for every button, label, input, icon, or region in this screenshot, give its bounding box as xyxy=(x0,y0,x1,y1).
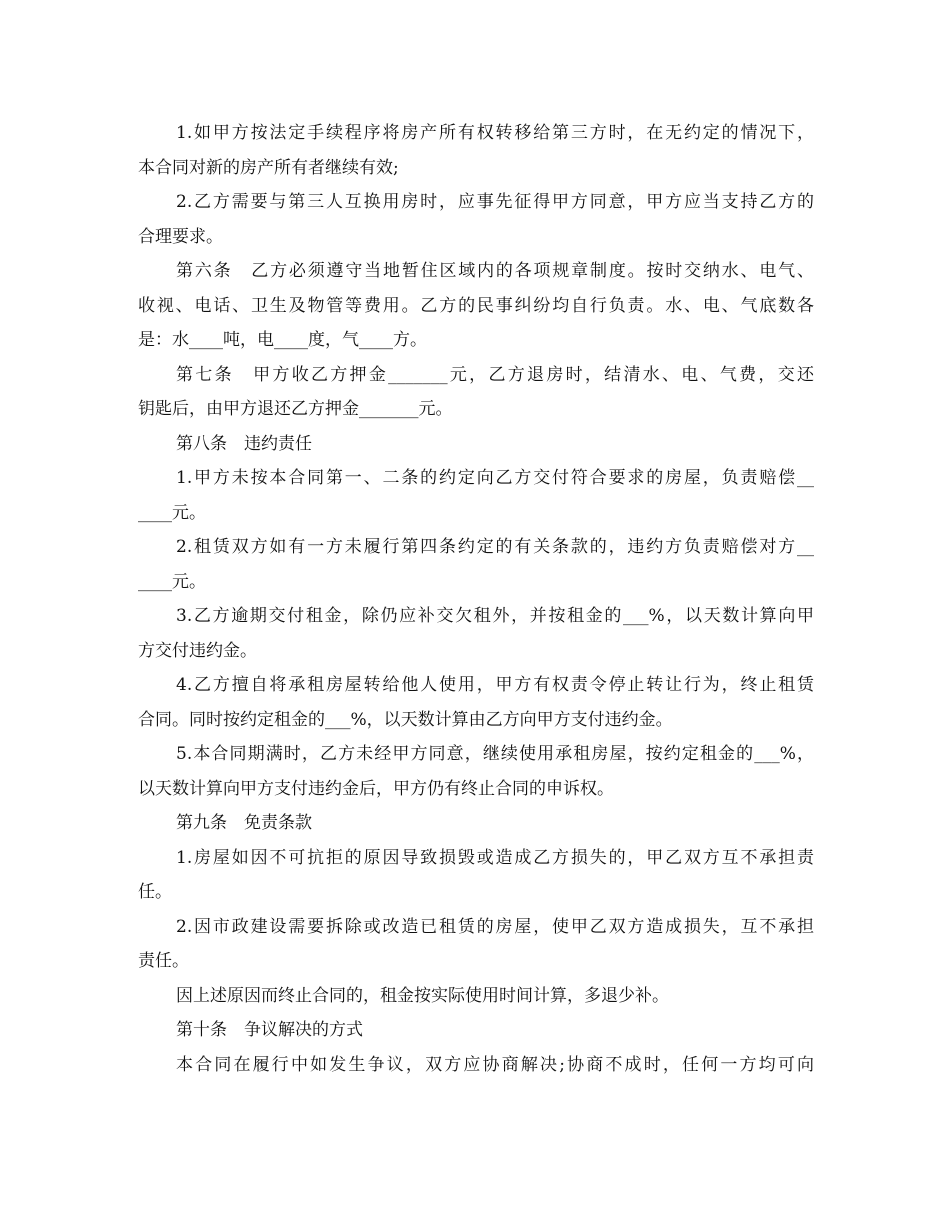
text-line: 2.租赁双方如有一方未履行第四条约定的有关条款的，违约方负责赔偿对方__ xyxy=(176,537,814,557)
text-line: 责任。 xyxy=(138,951,189,971)
text-line: 任。 xyxy=(138,882,172,902)
text-line: 1.如甲方按法定手续程序将房产所有权转移给第三方时，在无约定的情况下， xyxy=(176,123,814,143)
text-line: 以天数计算向甲方支付违约金后，甲方仍有终止合同的申诉权。 xyxy=(138,778,614,799)
text-line: 钥匙后，由甲方退还乙方押金_______元。 xyxy=(138,399,453,419)
text-line: 方交付违约金。 xyxy=(138,640,257,661)
text-line: 第六条 乙方必须遵守当地暂住区域内的各项规章制度。按时交纳水、电气、 xyxy=(176,261,814,281)
text-line: 合理要求。 xyxy=(138,226,223,247)
text-line: 第十条 争议解决的方式 xyxy=(176,1020,363,1040)
text-line: 1.甲方未按本合同第一、二条的约定向乙方交付符合要求的房屋，负责赔偿__ xyxy=(176,468,814,488)
document-body xyxy=(138,116,814,1082)
text-line: 第七条 甲方收乙方押金_______元，乙方退房时，结清水、电、气费，交还 xyxy=(176,364,814,385)
text-line: 2.乙方需要与第三人互换用房时，应事先征得甲方同意，甲方应当支持乙方的 xyxy=(176,192,814,212)
text-line: 是：水____吨，电____度，气____方。 xyxy=(138,330,427,350)
text-line: ____元。 xyxy=(138,571,206,592)
text-line: ____元。 xyxy=(138,502,206,523)
text-line: 3.乙方逾期交付租金，除仍应补交欠租外，并按租金的___%，以天数计算向甲 xyxy=(176,606,814,626)
text-line: 1.房屋如因不可抗拒的原因导致损毁或造成乙方损失的，甲乙双方互不承担责 xyxy=(176,847,814,868)
text-line: 收视、电话、卫生及物管等费用。乙方的民事纠纷均自行负责。水、电、气底数各 xyxy=(138,295,814,316)
text-line: 2.因市政建设需要拆除或改造已租赁的房屋，使甲乙双方造成损失，互不承担 xyxy=(176,916,814,937)
text-line: 4.乙方擅自将承租房屋转给他人使用，甲方有权责令停止转让行为，终止租赁 xyxy=(176,675,814,695)
text-line: 第九条 免责条款 xyxy=(176,813,312,833)
text-line: 因上述原因而终止合同的，租金按实际使用时间计算，多退少补。 xyxy=(176,985,669,1006)
text-line: 5.本合同期满时，乙方未经甲方同意，继续使用承租房屋，按约定租金的___%， xyxy=(176,744,814,764)
text-line: 本合同对新的房产所有者继续有效; xyxy=(138,157,399,178)
text-line: 本合同在履行中如发生争议，双方应协商解决;协商不成时，任何一方均可向 xyxy=(176,1054,814,1075)
text-line: 合同。同时按约定租金的___%，以天数计算由乙方向甲方支付违约金。 xyxy=(138,709,673,730)
text-line: 第八条 违约责任 xyxy=(176,433,312,454)
